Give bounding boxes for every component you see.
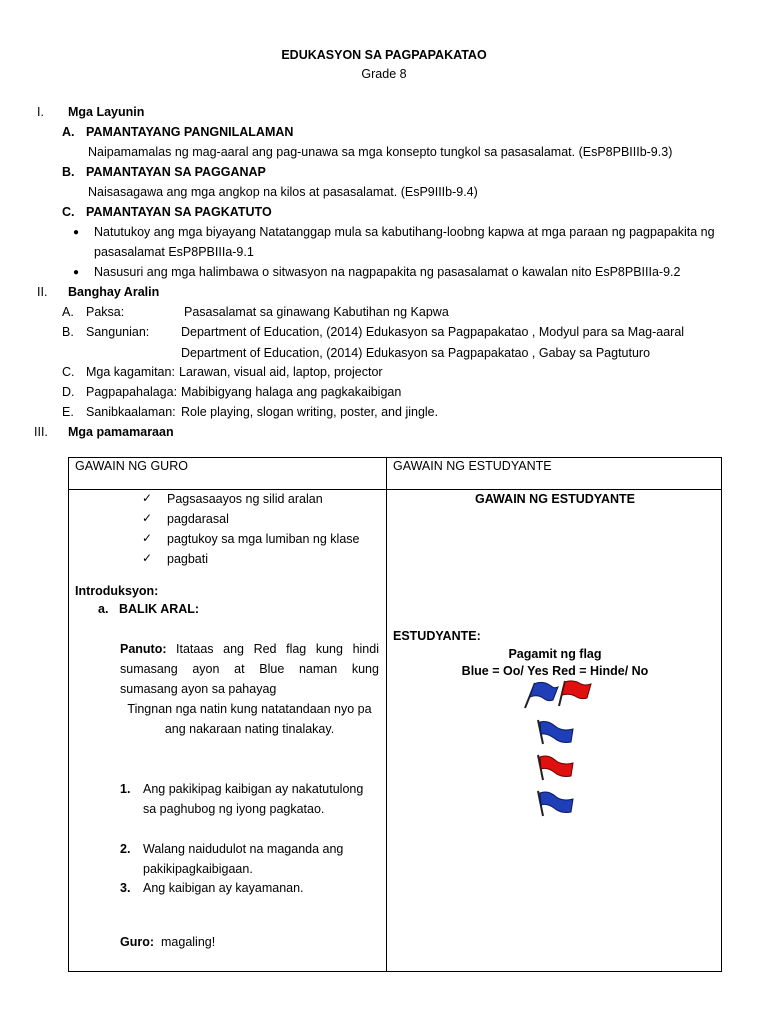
- section-3-heading: Mga pamamaraan: [68, 425, 174, 439]
- panuto-word: naman: [298, 662, 338, 676]
- pamantayang-pangnilalaman-title: PAMANTAYANG PANGNILALAMAN: [86, 125, 294, 139]
- flag-instruction-title: Pagamit ng flag: [508, 647, 602, 661]
- blue-flag-icon: [535, 716, 575, 746]
- item-b-letter: B.: [62, 165, 75, 179]
- procedure-table: [68, 457, 722, 972]
- item-a-letter: A.: [62, 125, 75, 139]
- right-column-title: GAWAIN NG ESTUDYANTE: [475, 492, 635, 506]
- checkmark-icon: ✓: [142, 531, 153, 545]
- red-flag-icon: [555, 678, 593, 708]
- statement-2-number: 2.: [120, 842, 131, 856]
- pagkatuto-bullet-2: Nasusuri ang mga halimbawa o sitwasyon na nagpapakita ng pasasalamat o kawalan nito EsP8PBIIIa-9.2: [94, 265, 681, 279]
- sanibkaalaman-value: Role playing, slogan writing, poster, and jingle.: [181, 405, 439, 419]
- banghay-e-letter: E.: [62, 405, 74, 419]
- panuto-word: Red: [253, 642, 277, 656]
- col-guro-header: GAWAIN NG GURO: [75, 459, 188, 473]
- introduksyon-label: Introduksyon:: [75, 584, 159, 598]
- balik-aral-label: BALIK ARAL:: [119, 602, 200, 616]
- panuto-word: kung: [315, 642, 343, 656]
- grade-label: Grade 8: [361, 67, 407, 81]
- red-flag-icon: [535, 752, 575, 782]
- pagpapahalaga-value: Mabibigyang halaga ang pagkakaibigan: [181, 385, 402, 399]
- tingnan-line-1: Tingnan nga natin kung natatandaan nyo pa: [127, 702, 372, 716]
- pamantayang-pangnilalaman-text: Naipamamalas ng mag-aaral ang pag-unawa sa mga konsepto tungkol sa pasasalamat. (EsP8PBIIIb-9.3): [88, 145, 673, 159]
- guro-response: magaling!: [161, 935, 216, 949]
- sangunian-label: Sangunian:: [86, 325, 150, 339]
- panuto-word: hindi: [352, 642, 379, 656]
- bullet-icon: ●: [73, 227, 80, 238]
- statement-3-line-1: Ang kaibigan ay kayamanan.: [143, 881, 304, 895]
- panuto-label: Panuto:: [120, 642, 167, 656]
- balik-aral-letter: a.: [98, 602, 109, 616]
- panuto-line-3: sumasang ayon sa pahayag: [120, 682, 277, 696]
- statement-3-number: 3.: [120, 881, 131, 895]
- section-1-heading: Mga Layunin: [68, 105, 145, 119]
- banghay-d-letter: D.: [62, 385, 75, 399]
- sangunian-value-2: Department of Education, (2014) Edukasyon sa Pagpapakatao , Gabay sa Pagtuturo: [181, 346, 651, 360]
- checklist-item: Pagsasaayos ng silid aralan: [167, 492, 323, 506]
- checkmark-icon: ✓: [142, 551, 153, 565]
- checklist-item: pagbati: [167, 552, 209, 566]
- banghay-c-letter: C.: [62, 365, 75, 379]
- banghay-a-letter: A.: [62, 305, 74, 319]
- checkmark-icon: ✓: [142, 491, 153, 505]
- section-1-numeral: I.: [37, 105, 44, 119]
- checkmark-icon: ✓: [142, 511, 153, 525]
- kagamitan-label: Mga kagamitan:: [86, 365, 175, 379]
- statement-1-line-1: Ang pakikipag kaibigan ay nakatutulong: [143, 782, 364, 796]
- paksa-value: Pasasalamat sa ginawang Kabutihan ng Kapwa: [184, 305, 449, 319]
- table-column-divider: [386, 458, 387, 971]
- pamantayan-sa-pagkatuto-title: PAMANTAYAN SA PAGKATUTO: [86, 205, 272, 219]
- section-3-numeral: III.: [34, 425, 48, 439]
- panuto-word: ayon: [192, 662, 220, 676]
- statement-1-line-2: sa paghubog ng iyong pagkatao.: [143, 802, 325, 816]
- pamantayan-sa-pagganap-title: PAMANTAYAN SA PAGGANAP: [86, 165, 266, 179]
- pagkatuto-bullet-1-line-1: Natutukoy ang mga biyayang Natatanggap mula sa kabutihang-loobng kapwa at mga paraan ng pagpapakita ng: [94, 225, 715, 239]
- tingnan-line-2: ang nakaraan nating tinalakay.: [164, 722, 335, 736]
- blue-flag-icon: [521, 680, 559, 710]
- kagamitan-value: Larawan, visual aid, laptop, projector: [179, 365, 383, 379]
- section-2-numeral: II.: [37, 285, 48, 299]
- item-c-letter: C.: [62, 205, 75, 219]
- blue-flag-icon: [535, 788, 575, 818]
- sangunian-value-1: Department of Education, (2014) Edukasyon sa Pagpapakatao , Modyul para sa Mag-aaral: [181, 325, 685, 339]
- panuto-line-1: [176, 642, 379, 656]
- section-2-heading: Banghay Aralin: [68, 285, 160, 299]
- estudyante-label: ESTUDYANTE:: [393, 629, 481, 643]
- table-header-divider: [69, 489, 721, 490]
- banghay-b-letter: B.: [62, 325, 74, 339]
- guro-label: Guro:: [120, 935, 155, 949]
- paksa-label: Paksa:: [86, 305, 125, 319]
- statement-1-number: 1.: [120, 782, 131, 796]
- flag-legend: Blue = Oo/ Yes Red = Hinde/ No: [461, 664, 649, 678]
- pagpapahalaga-label: Pagpapahalaga:: [86, 385, 178, 399]
- checklist-item: pagtukoy sa mga lumiban ng klase: [167, 532, 360, 546]
- pamantayan-sa-pagganap-text: Naisasagawa ang mga angkop na kilos at pasasalamat. (EsP9IIIb-9.4): [88, 185, 478, 199]
- panuto-word: Itataas: [176, 642, 214, 656]
- col-estudyante-header: GAWAIN NG ESTUDYANTE: [393, 459, 552, 473]
- statement-2-line-2: pakikipagkaibigaan.: [143, 862, 253, 876]
- panuto-word: flag: [286, 642, 307, 656]
- panuto-word: at: [234, 662, 245, 676]
- page-title: EDUKASYON SA PAGPAPAKATAO: [281, 48, 487, 62]
- panuto-word: Blue: [259, 662, 285, 676]
- bullet-icon: ●: [73, 267, 80, 278]
- panuto-word: sumasang: [120, 662, 178, 676]
- sanibkaalaman-label: Sanibkaalaman:: [86, 405, 176, 419]
- pagkatuto-bullet-1-line-2: pasasalamat EsP8PBIIIa-9.1: [94, 245, 254, 259]
- panuto-line-2: [120, 662, 379, 676]
- statement-2-line-1: Walang naidudulot na maganda ang: [143, 842, 344, 856]
- checklist-item: pagdarasal: [167, 512, 229, 526]
- panuto-word: kung: [351, 662, 379, 676]
- panuto-word: ang: [223, 642, 244, 656]
